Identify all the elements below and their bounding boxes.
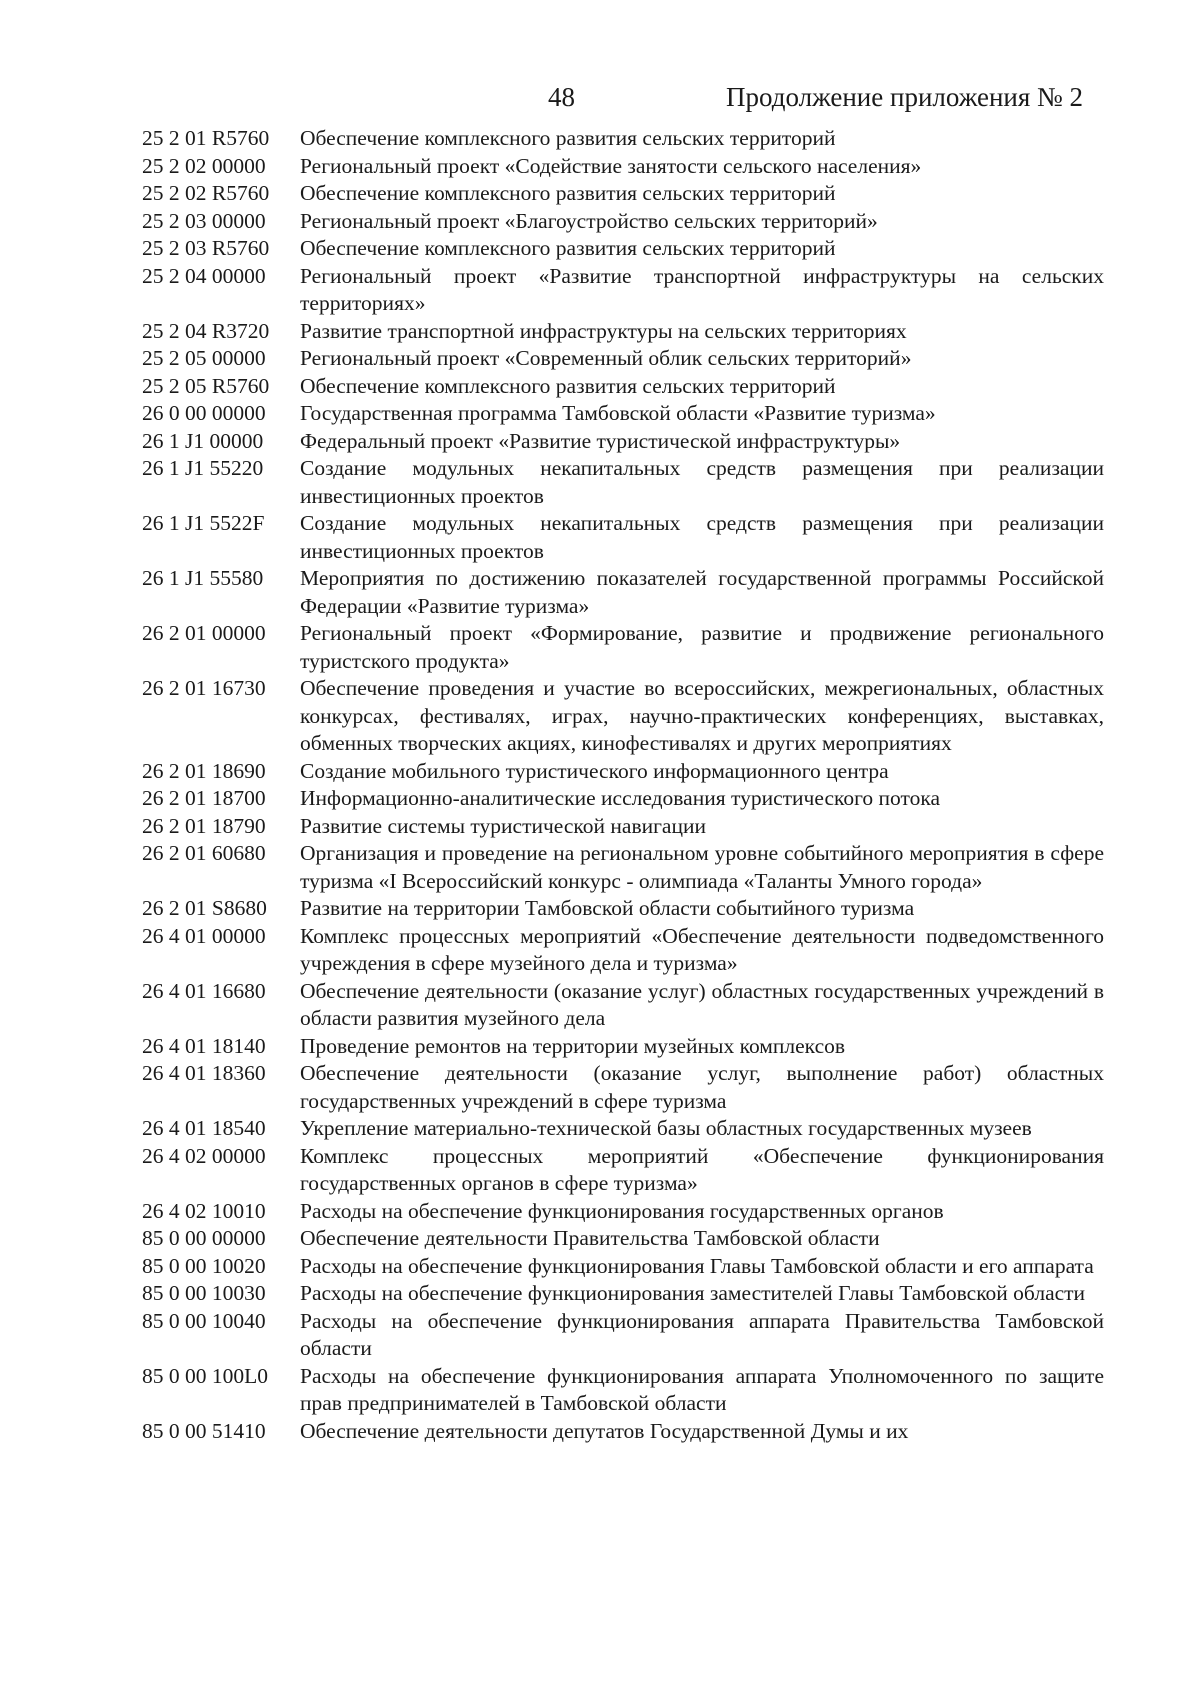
row-code: 26 1 J1 55580 — [142, 566, 264, 590]
row-description: Проведение ремонтов на территории музейных комплексов — [300, 1033, 846, 1058]
row-code: 25 2 02 00000 — [142, 153, 266, 178]
table-row — [142, 978, 1104, 1033]
row-description: Обеспечение деятельности депутатов Государственной Думы и их — [300, 1418, 909, 1443]
table-row — [142, 345, 1104, 373]
row-description: Региональный проект «Формирование, развитие и продвижение регионального туристского продукта» — [300, 621, 1104, 673]
row-description: Создание модульных некапитальных средств размещения при реализации инвестиционных проектов — [300, 511, 1104, 563]
table-row — [142, 1363, 1104, 1418]
row-description: Создание модульных некапитальных средств размещения при реализации инвестиционных проектов — [300, 456, 1104, 508]
row-description: Расходы на обеспечение функционирования аппарата Уполномоченного по защите прав предпринимателей в Тамбовской области — [300, 1363, 1104, 1415]
row-code: 25 2 03 R5760 — [142, 236, 270, 260]
row-description: Обеспечение деятельности (оказание услуг, выполнение работ) областных государственных учреждений в сфере туризма — [300, 1061, 1104, 1113]
row-description: Региональный проект «Содействие занятости сельского населения» — [300, 153, 922, 178]
row-code: 85 0 00 00000 — [142, 1226, 266, 1250]
table-row — [142, 1308, 1104, 1363]
row-code: 26 2 01 18700 — [142, 786, 266, 810]
row-description: Комплекс процессных мероприятий «Обеспечение деятельности подведомственного учреждения в сфере музейного дела и туризма» — [300, 923, 1104, 975]
row-description: Обеспечение деятельности Правительства Тамбовской области — [300, 1226, 880, 1250]
row-code: 26 4 01 18540 — [142, 1116, 266, 1140]
page-header-title: Продолжение приложения № 2 — [726, 82, 1084, 112]
code-table — [142, 125, 1104, 1445]
row-description: Развитие на территории Тамбовской области событийного туризма — [300, 896, 915, 920]
row-description: Федеральный проект «Развитие туристической инфраструктуры» — [300, 428, 901, 453]
row-description: Расходы на обеспечение функционирования аппарата Правительства Тамбовской области — [300, 1308, 1104, 1360]
table-row — [142, 510, 1104, 565]
row-code: 26 4 01 16680 — [142, 978, 266, 1003]
row-code: 26 0 00 00000 — [142, 401, 266, 425]
table-row — [142, 1280, 1104, 1308]
row-code: 25 2 01 R5760 — [142, 126, 270, 150]
table-row — [142, 620, 1104, 675]
table-row — [142, 373, 1104, 401]
row-code: 85 0 00 100L0 — [142, 1363, 269, 1388]
table-row — [142, 1418, 1104, 1446]
table-row — [142, 318, 1104, 346]
table-row — [142, 153, 1104, 181]
row-code: 26 2 01 18790 — [142, 813, 266, 838]
table-row — [142, 400, 1104, 428]
row-code: 26 2 01 00000 — [142, 621, 266, 645]
table-row — [142, 455, 1104, 510]
row-description: Государственная программа Тамбовской области «Развитие туризма» — [300, 401, 936, 425]
row-description: Мероприятия по достижению показателей государственной программы Российской Федерации «Развитие туризма» — [300, 566, 1104, 618]
row-code: 26 1 J1 55220 — [142, 456, 264, 480]
table-row — [142, 263, 1104, 318]
row-code: 85 0 00 10020 — [142, 1253, 266, 1278]
table-row — [142, 1198, 1104, 1226]
row-code: 26 4 01 00000 — [142, 923, 266, 948]
row-description: Расходы на обеспечение функционирования государственных органов — [300, 1198, 944, 1223]
table-row — [142, 125, 1104, 153]
table-row — [142, 758, 1104, 786]
row-description: Обеспечение деятельности (оказание услуг) областных государственных учреждений в области развития музейного дела — [300, 978, 1104, 1030]
row-code: 26 1 J1 00000 — [142, 428, 264, 453]
table-row — [142, 565, 1104, 620]
row-code: 26 1 J1 5522F — [142, 511, 265, 535]
table-row — [142, 923, 1104, 978]
row-code: 26 4 02 10010 — [142, 1198, 266, 1223]
row-description: Организация и проведение на региональном уровне событийного мероприятия в сфере туризма «I Всероссийский конкурс - олимпиада «Таланты Умного города» — [300, 841, 1104, 893]
table-row — [142, 180, 1104, 208]
row-code: 26 4 01 18360 — [142, 1061, 266, 1085]
row-description: Региональный проект «Благоустройство сельских территорий» — [300, 208, 878, 233]
row-description: Обеспечение проведения и участие во всероссийских, межрегиональных, областных конкурсах, фестивалях, играх, научно-практических конференциях, выставках, обменных творческих акциях, кинофестивалях и других мероприятиях — [300, 676, 1104, 755]
row-code: 26 2 01 16730 — [142, 676, 266, 700]
row-code: 25 2 04 R3720 — [142, 318, 270, 343]
table-row — [142, 208, 1104, 236]
table-row — [142, 1060, 1104, 1115]
row-code: 26 4 02 00000 — [142, 1143, 266, 1168]
row-description: Создание мобильного туристического информационного центра — [300, 758, 889, 783]
table-row — [142, 840, 1104, 895]
table-row — [142, 235, 1104, 263]
row-description: Расходы на обеспечение функционирования заместителей Главы Тамбовской области — [300, 1281, 1086, 1305]
row-code: 25 2 05 R5760 — [142, 373, 270, 398]
row-code: 26 2 01 18690 — [142, 758, 266, 783]
row-code: 85 0 00 10040 — [142, 1308, 266, 1333]
table-row — [142, 1115, 1104, 1143]
row-code: 25 2 04 00000 — [142, 263, 266, 288]
row-code: 26 4 01 18140 — [142, 1033, 266, 1058]
row-code: 25 2 05 00000 — [142, 346, 266, 370]
row-code: 25 2 02 R5760 — [142, 181, 270, 205]
table-row — [142, 813, 1104, 841]
row-code: 26 2 01 S8680 — [142, 896, 267, 920]
table-row — [142, 1253, 1104, 1281]
row-description: Обеспечение комплексного развития сельских территорий — [300, 126, 836, 150]
row-description: Комплекс процессных мероприятий «Обеспечение функционирования государственных органов в сфере туризма» — [300, 1143, 1104, 1195]
table-row — [142, 1143, 1104, 1198]
row-description: Развитие системы туристической навигации — [300, 813, 706, 838]
table-row — [142, 675, 1104, 758]
table-row — [142, 785, 1104, 813]
table-row — [142, 1033, 1104, 1061]
row-description: Региональный проект «Современный облик сельских территорий» — [300, 346, 912, 370]
row-description: Укрепление материально-технической базы областных государственных музеев — [300, 1116, 1032, 1140]
row-description: Обеспечение комплексного развития сельских территорий — [300, 236, 836, 260]
page-number: 48 — [548, 82, 575, 112]
row-description: Развитие транспортной инфраструктуры на сельских территориях — [300, 318, 907, 343]
row-code: 85 0 00 51410 — [142, 1418, 266, 1443]
row-code: 25 2 03 00000 — [142, 208, 266, 233]
row-description: Региональный проект «Развитие транспортной инфраструктуры на сельских территориях» — [300, 263, 1104, 315]
row-description: Обеспечение комплексного развития сельских территорий — [300, 181, 836, 205]
row-description: Информационно-аналитические исследования туристического потока — [300, 786, 941, 810]
row-code: 26 2 01 60680 — [142, 841, 266, 865]
row-description: Расходы на обеспечение функционирования Главы Тамбовской области и его аппарата — [300, 1253, 1094, 1278]
table-row — [142, 895, 1104, 923]
table-row — [142, 428, 1104, 456]
table-row — [142, 1225, 1104, 1253]
row-code: 85 0 00 10030 — [142, 1281, 266, 1305]
row-description: Обеспечение комплексного развития сельских территорий — [300, 373, 836, 398]
